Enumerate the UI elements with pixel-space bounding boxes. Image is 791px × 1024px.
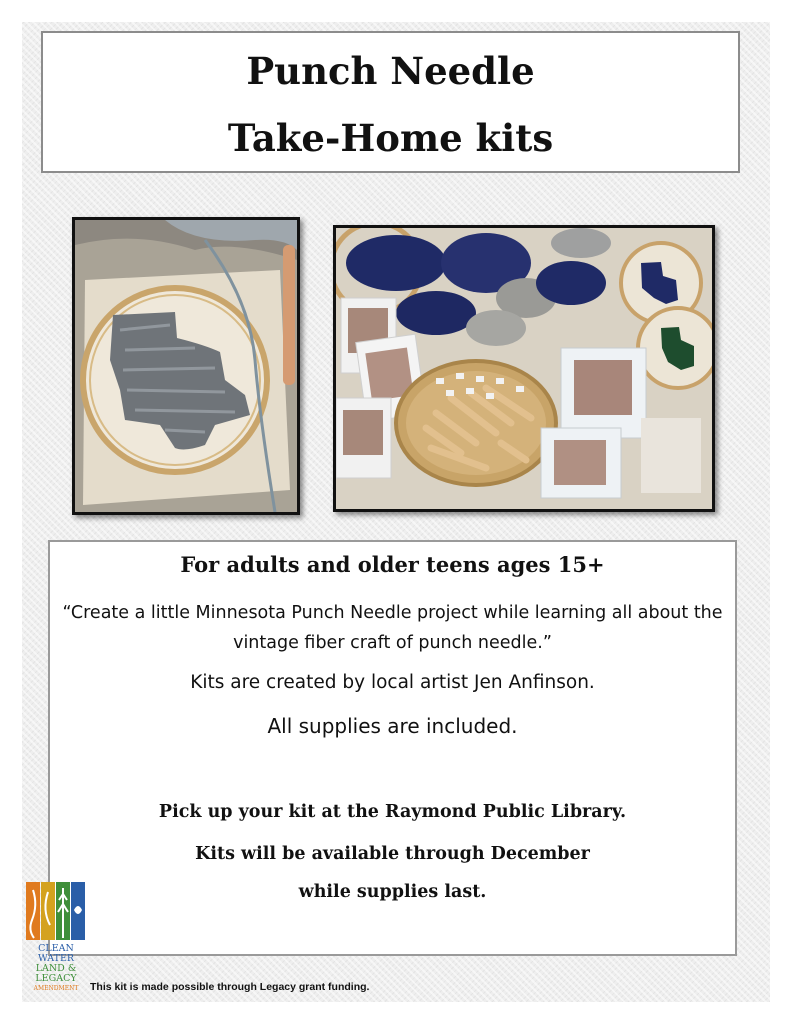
title-line-2: Take-Home kits (227, 116, 554, 160)
kit-supplies-photo (333, 225, 715, 512)
logo-line-2: WATER (37, 953, 75, 964)
info-box (48, 540, 737, 956)
title-line-1: Punch Needle (246, 49, 535, 93)
legacy-amendment-logo (24, 880, 88, 1000)
supplies-note: All supplies are included. (267, 714, 518, 738)
logo-line-4: LEGACY (35, 973, 77, 984)
hoop-illustration (75, 220, 297, 512)
punch-needle-hoop-photo (72, 217, 300, 515)
title-box (41, 31, 740, 173)
supplies-illustration (336, 228, 712, 509)
legacy-logo-graphic (24, 880, 88, 1000)
while-supplies-last: while supplies last. (298, 882, 487, 902)
pickup-location: Pick up your kit at the Raymond Public Library. (158, 802, 627, 822)
logo-line-1: CLEAN (38, 943, 74, 954)
audience-heading: For adults and older teens ages 15+ (180, 552, 605, 577)
availability-note: Kits will be available through December (195, 844, 590, 864)
logo-line-3: LAND & (35, 963, 77, 974)
project-quote: “Create a little Minnesota Punch Needle project while learning all about the vintage fiber craft of punch needle.” (62, 603, 723, 653)
grant-footnote: This kit is made possible through Legacy grant funding. (90, 981, 370, 993)
logo-line-5: AMENDMENT (33, 985, 79, 992)
artist-credit: Kits are created by local artist Jen Anfinson. (190, 672, 595, 693)
